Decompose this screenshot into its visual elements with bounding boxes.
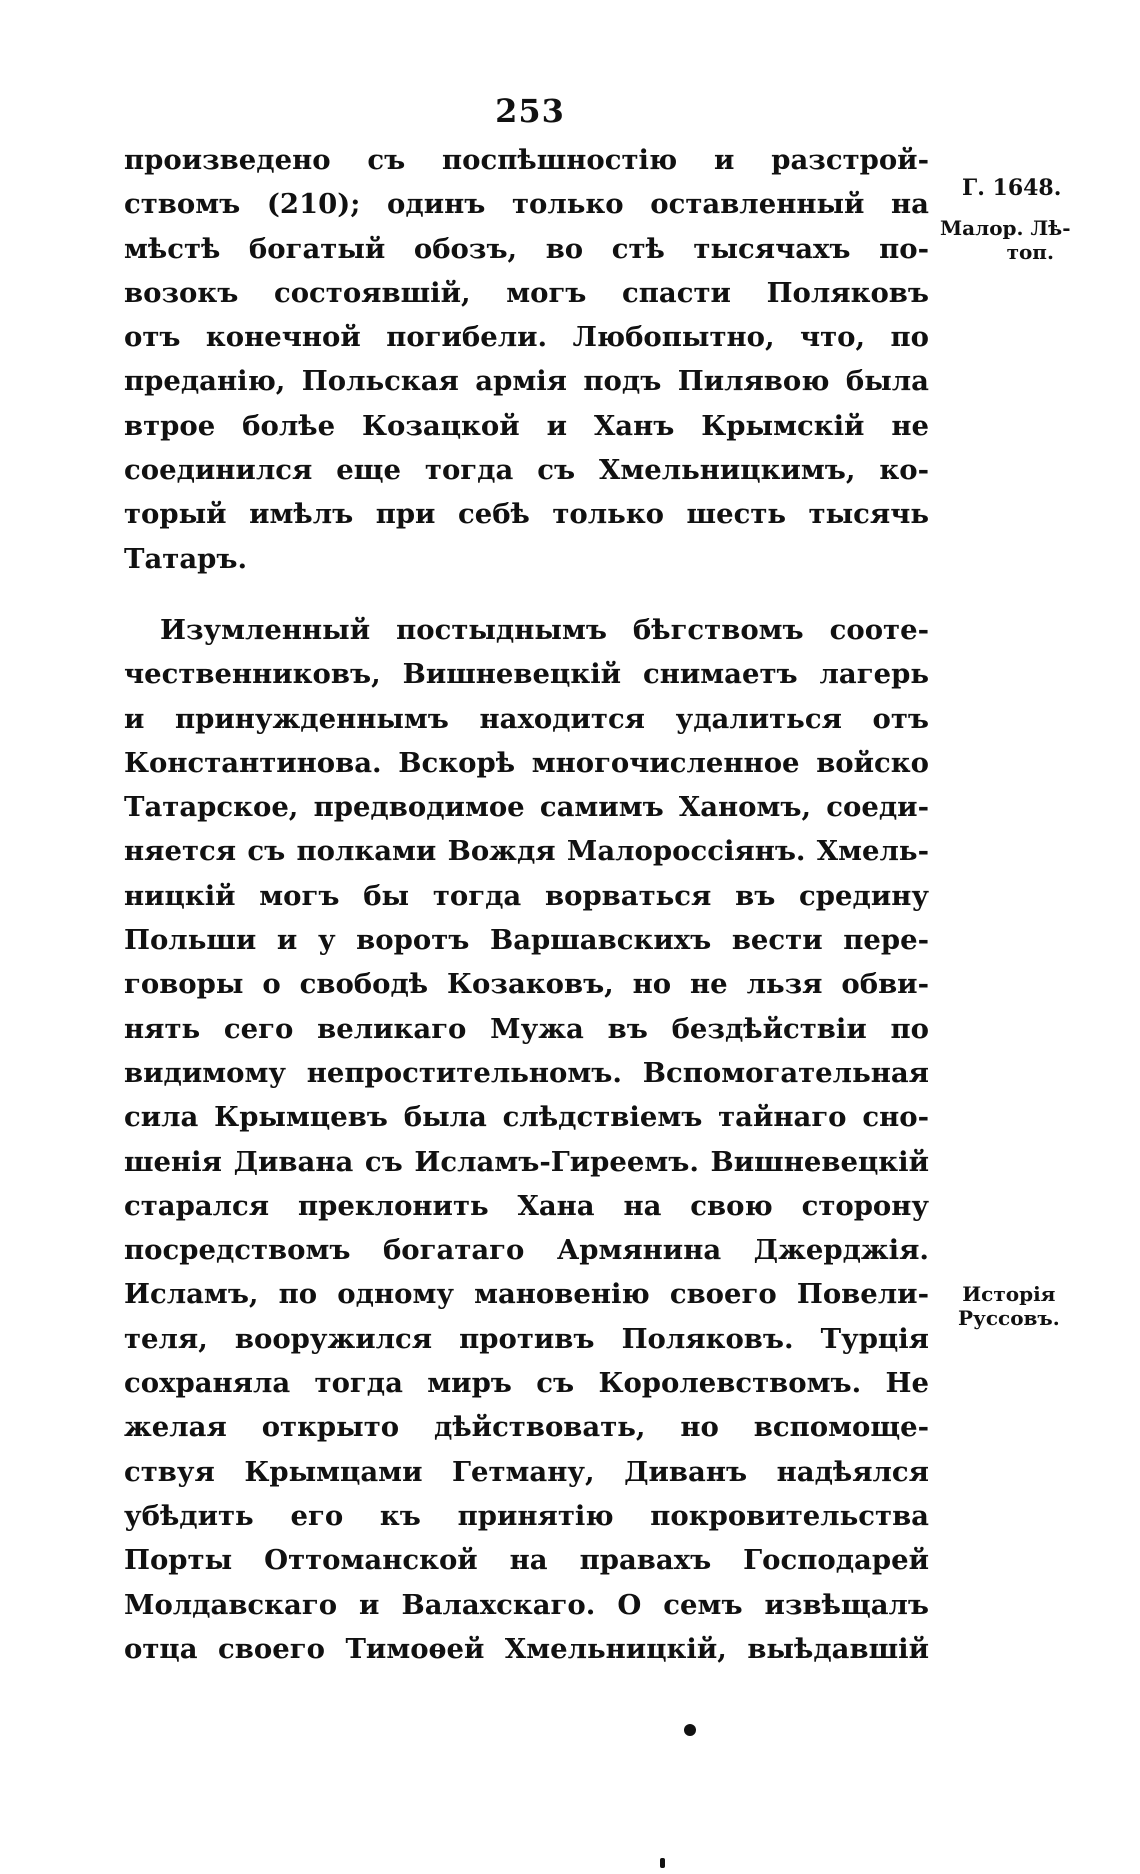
margin-note-history-line2: Руссовъ. — [958, 1306, 1060, 1330]
text-line: и принужденнымъ находится удалиться отъ — [124, 702, 929, 735]
text-line: ствуя Крымцами Гетману, Диванъ надѣялся — [124, 1455, 929, 1488]
text-line: желая открыто дѣйствовать, но вспомоще- — [124, 1411, 929, 1444]
text-line: чественниковъ, Вишневецкій снимаетъ лагерь — [124, 658, 929, 691]
text-line: соединился еще тогда съ Хмельницкимъ, ко- — [124, 454, 929, 487]
text-line: ницкій могъ бы тогда ворваться въ средину — [124, 879, 929, 912]
text-line: видимому непростительномъ. Вспомогательная — [124, 1056, 929, 1089]
text-line: убѣдить его къ принятію покровительства — [124, 1499, 929, 1532]
margin-note-history-line1: Исторія — [962, 1282, 1056, 1306]
text-line: возокъ состоявшій, могъ спасти Поляковъ — [124, 276, 929, 309]
margin-note-year-text: Г. 1648. — [962, 175, 1062, 201]
text-line: старался преклонить Хана на свою сторону — [124, 1189, 929, 1222]
text-line: няется съ полками Вождя Малороссіянъ. Хмель- — [124, 835, 929, 868]
text-line: отъ конечной погибели. Любопытно, что, по — [124, 321, 929, 354]
text-line: Исламъ, по одному мановенію своего Повели- — [124, 1278, 929, 1311]
text-line: мѣстѣ богатый обозъ, во стѣ тысячахъ по- — [124, 232, 929, 265]
text-line: ствомъ (210); одинъ только оставленный на — [124, 188, 929, 221]
paragraph-1 — [124, 138, 929, 581]
margin-note-chronicle-line2: топ. — [1006, 240, 1054, 264]
text-line: Татаръ. — [124, 542, 248, 575]
margin-note-chronicle-line1: Малор. Лѣ- — [940, 216, 1071, 240]
text-line: шенія Дивана съ Исламъ-Гиреемъ. Вишневецкій — [124, 1145, 929, 1178]
text-line: Изумленный постыднымъ бѣгствомъ сооте- — [160, 614, 929, 646]
text-line: отца своего Тимоѳей Хмельницкій, выѣдавшій — [124, 1632, 929, 1665]
text-line: произведено съ поспѣшностію и разстрой- — [124, 144, 929, 176]
text-line: посредствомъ богатаго Армянина Джерджія. — [124, 1234, 929, 1267]
text-line: Молдавскаго и Валахскаго. О семъ извѣщалъ — [124, 1588, 929, 1621]
text-line: Польши и у воротъ Варшавскихъ вести пере- — [124, 924, 929, 957]
text-line: торый имѣлъ при себѣ только шесть тысячь — [124, 498, 929, 531]
text-line: говоры о свободѣ Козаковъ, но не льзя обви- — [124, 968, 929, 1001]
text-line: сила Крымцевъ была слѣдствіемъ тайнаго сно- — [124, 1101, 929, 1134]
ink-dot-mark — [684, 1724, 696, 1736]
text-line: преданію, Польская армія подъ Пилявою была — [124, 365, 929, 398]
text-line: Порты Оттоманской на правахъ Господарей — [124, 1544, 929, 1577]
margin-note-year — [962, 176, 1061, 200]
margin-note-history — [958, 1282, 1060, 1330]
text-line: теля, вооружился противъ Поляковъ. Турція — [124, 1322, 929, 1355]
text-line: нять сего великаго Мужа въ бездѣйствіи по — [124, 1012, 929, 1045]
ink-speck-mark — [660, 1858, 665, 1868]
text-line: втрое болѣе Козацкой и Ханъ Крымскій не — [124, 409, 929, 442]
text-line: Татарское, предводимое самимъ Ханомъ, соеди- — [124, 791, 929, 824]
text-line: Константинова. Вскорѣ многочисленное войско — [124, 746, 929, 779]
text-line: сохраняла тогда миръ съ Королевствомъ. Не — [124, 1367, 929, 1400]
margin-note-chronicle — [940, 216, 1071, 264]
page-number: 253 — [495, 92, 565, 130]
paragraph-2 — [124, 608, 929, 1671]
